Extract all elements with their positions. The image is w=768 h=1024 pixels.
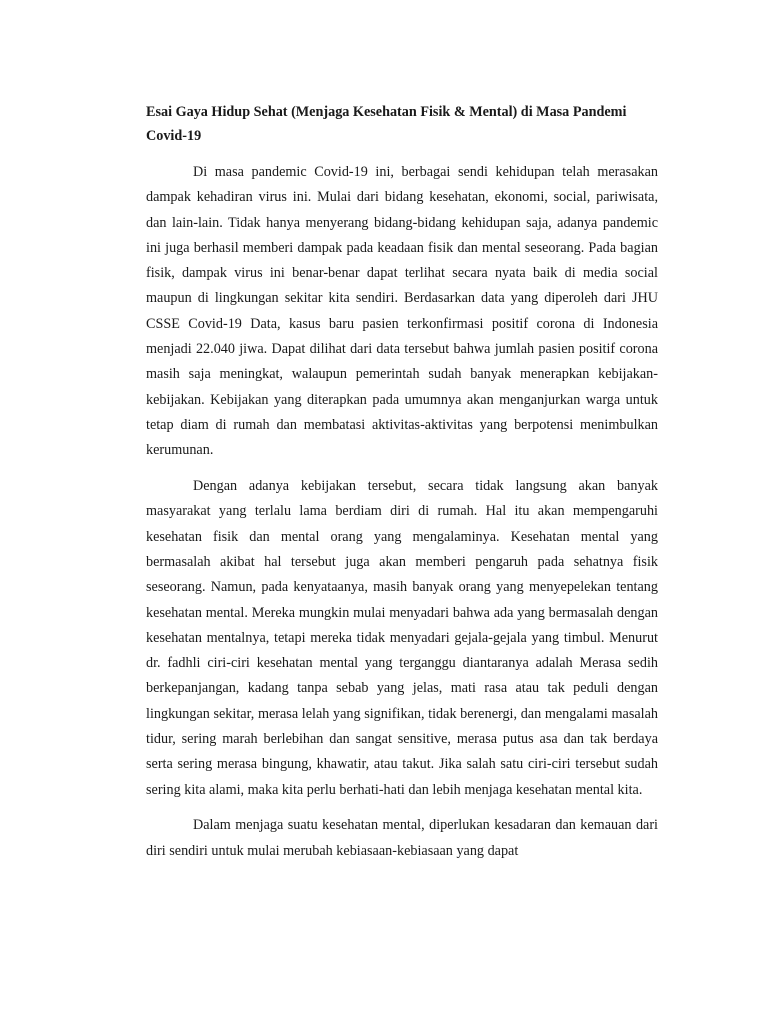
document-body <box>146 100 658 875</box>
essay-title: Esai Gaya Hidup Sehat (Menjaga Kesehatan Fisik & Mental) di Masa Pandemi Covid-19 <box>146 104 627 144</box>
paragraph-1: Di masa pandemic Covid-19 ini, berbagai sendi kehidupan telah merasakan dampak kehadiran virus ini. Mulai dari bidang kesehatan, ekonomi, social, pariwisata, dan lain-lain. Tidak hanya menyerang bidang-bidang kehidupan saja, adanya pandemic ini juga berhasil memberi dampak pada keadaan fisik dan mental seseorang. Pada bagian fisik, dampak virus ini benar-benar dapat terlihat secara nyata baik di media social maupun di lingkungan sekitar kita sendiri. Berdasarkan data yang diperoleh dari JHU CSSE Covid-19 Data, kasus baru pasien terkonfirmasi positif corona di Indonesia menjadi 22.040 jiwa. Dapat dilihat dari data tersebut bahwa jumlah pasien positif corona masih saja meningkat, walaupun pemerintah sudah banyak menerapkan kebijakan-kebijakan. Kebijakan yang diterapkan pada umumnya akan menganjurkan warga untuk tetap diam di rumah dan membatasi aktivitas-aktivitas yang berpotensi menimbulkan kerumunan. <box>146 164 658 459</box>
paragraph-2: Dengan adanya kebijakan tersebut, secara tidak langsung akan banyak masyarakat yang terlalu lama berdiam diri di rumah. Hal itu akan mempengaruhi kesehatan fisik dan mental orang yang mengalaminya. Kesehatan mental yang bermasalah akibat hal tersebut juga akan memberi pengaruh pada sehatnya fisik seseorang. Namun, pada kenyataanya, masih banyak orang yang menyepelekan tentang kesehatan mental. Mereka mungkin mulai menyadari bahwa ada yang bermasalah dengan kesehatan mentalnya, tetapi mereka tidak menyadari gejala-gejala yang timbul. Menurut dr. fadhli ciri-ciri kesehatan mental yang terganggu diantaranya adalah Merasa sedih berkepanjangan, kadang tanpa sebab yang jelas, mati rasa atau tak peduli dengan lingkungan sekitar, merasa lelah yang signifikan, tidak berenergi, dan mengalami masalah tidur, sering marah berlebihan dan sangat sensitive, merasa putus asa dan tak berdaya serta sering merasa bingung, khawatir, atau takut. Jika salah satu ciri-ciri tersebut sudah sering kita alami, maka kita perlu berhati-hati dan lebih menjaga kesehatan mental kita. <box>146 478 658 798</box>
paragraph-3: Dalam menjaga suatu kesehatan mental, diperlukan kesadaran dan kemauan dari diri sendiri untuk mulai merubah kebiasaan-kebiasaan yang dapat <box>146 817 658 859</box>
